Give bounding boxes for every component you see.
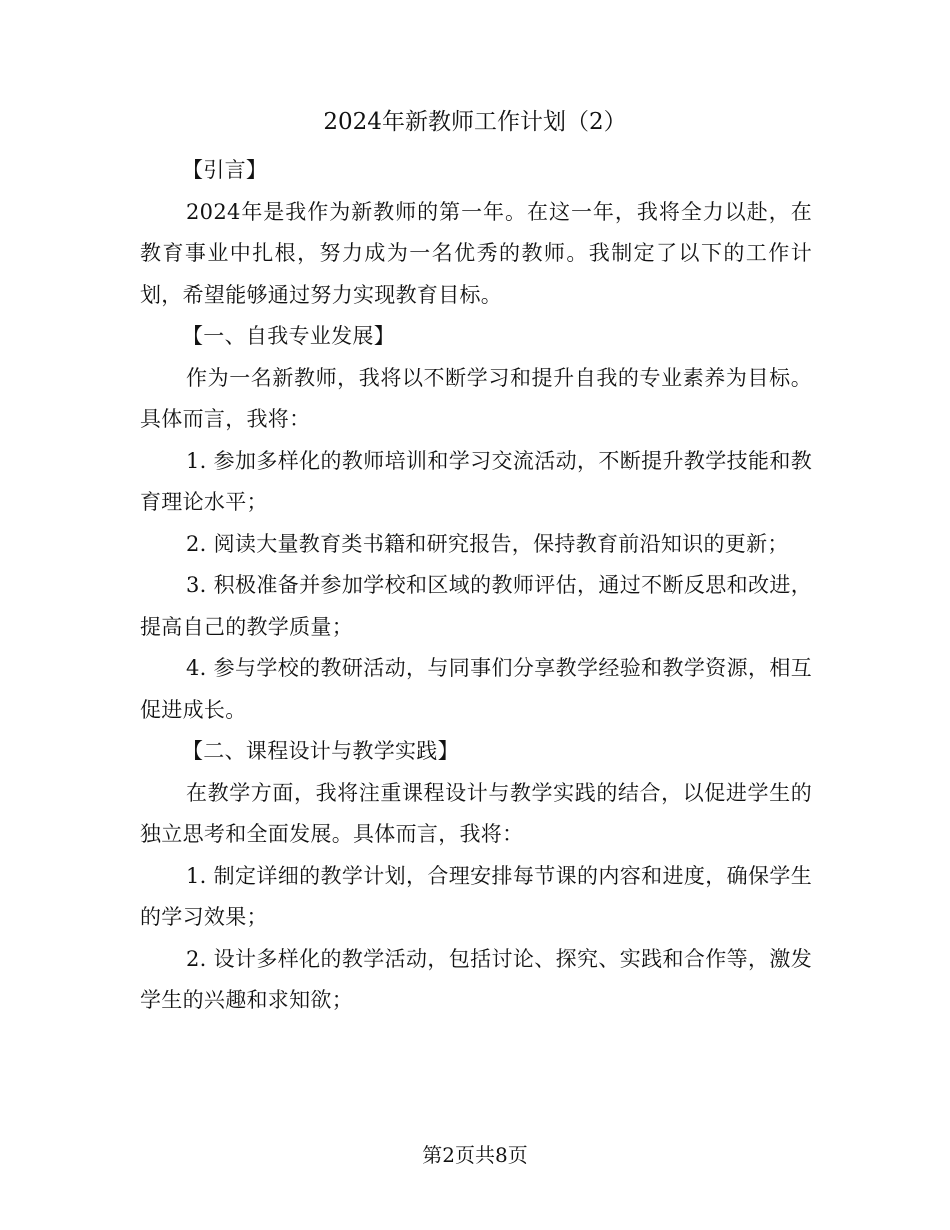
paragraph-professional-development: 作为一名新教师，我将以不断学习和提升自我的专业素养为目标。具体而言，我将： (140, 365, 812, 431)
paragraph-intro: 2024年是我作为新教师的第一年。在这一年，我将全力以赴，在教育事业中扎根，努力成为一名优秀的教师。我制定了以下的工作计划，希望能够通过努力实现教育目标。 (140, 199, 812, 307)
list-item: 4. 参与学校的教研活动，与同事们分享教学经验和教学资源，相互促进成长。 (140, 656, 812, 722)
list-item: 3. 积极准备并参加学校和区域的教师评估，通过不断反思和改进，提高自己的教学质量； (140, 573, 812, 639)
list-item: 1. 制定详细的教学计划，合理安排每节课的内容和进度，确保学生的学习效果； (140, 863, 812, 929)
section-heading-intro: 【引言】 (182, 158, 268, 182)
document-body (140, 150, 812, 1022)
page-number: 第2页共8页 (422, 1143, 528, 1167)
section-heading-professional-development: 【一、自我专业发展】 (182, 324, 395, 348)
page-title: 2024年新教师工作计划（2） (323, 109, 627, 135)
list-item: 1. 参加多样化的教师培训和学习交流活动，不断提升教学技能和教育理论水平； (140, 448, 812, 514)
paragraph-curriculum: 在教学方面，我将注重课程设计与教学实践的结合，以促进学生的独立思考和全面发展。具体而言，我将： (140, 780, 812, 846)
list-item: 2. 设计多样化的教学活动，包括讨论、探究、实践和合作等，激发学生的兴趣和求知欲； (140, 946, 812, 1012)
list-item: 2. 阅读大量教育类书籍和研究报告，保持教育前沿知识的更新； (186, 531, 789, 556)
section-heading-curriculum: 【二、课程设计与教学实践】 (182, 739, 459, 763)
